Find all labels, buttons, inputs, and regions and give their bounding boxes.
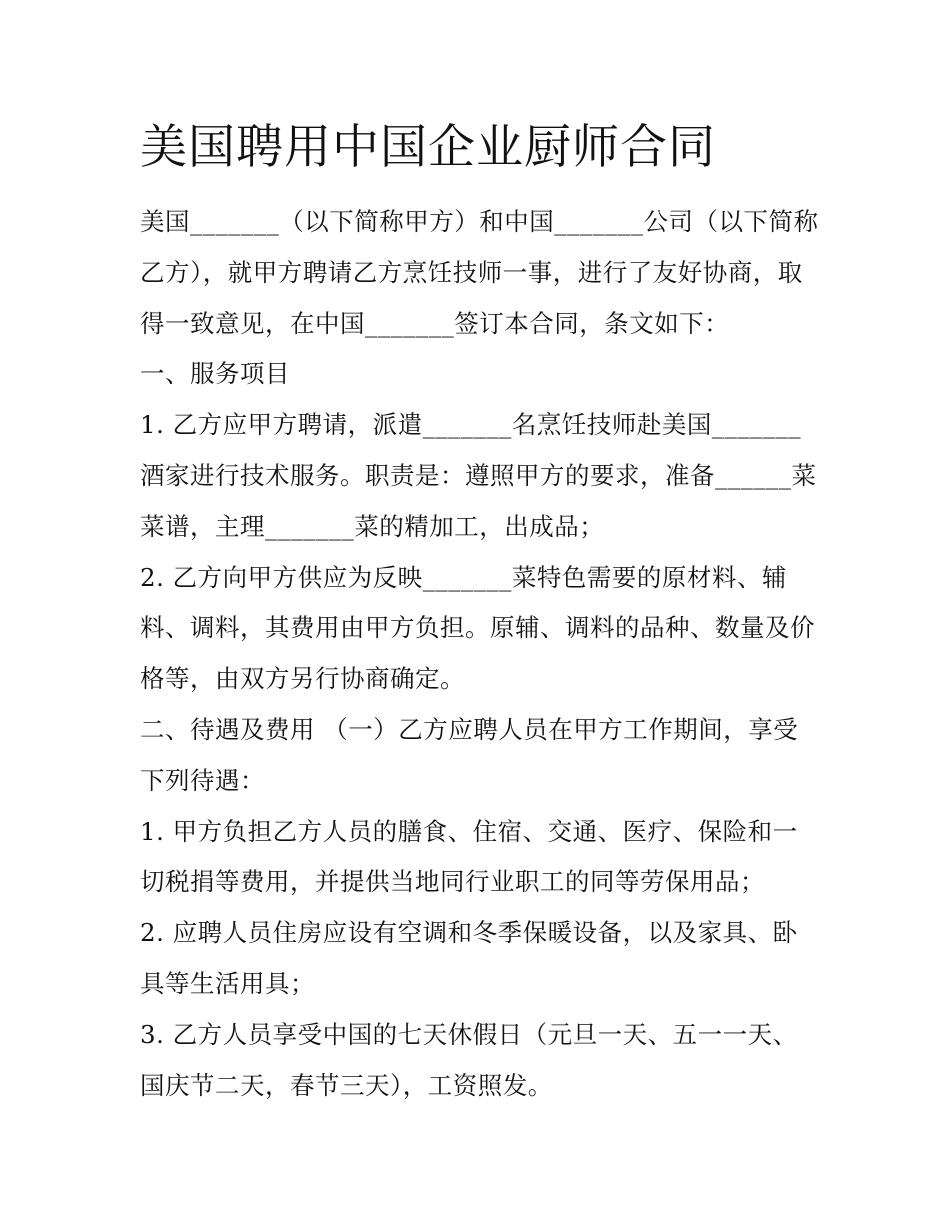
text-line: 酒家进行技术服务。职责是：遵照甲方的要求，准备______菜 — [140, 460, 817, 490]
text-line: 料、调料，其费用由甲方负担。原辅、调料的品种、数量及价 — [140, 613, 815, 643]
contract-body — [140, 202, 830, 1116]
text-line: 1. 乙方应甲方聘请，派遣_______名烹饪技师赴美国_______ — [140, 410, 802, 440]
text-line: 美国_______（以下简称甲方）和中国_______公司（以下简称 — [140, 207, 819, 236]
text-line: 菜谱，主理_______菜的精加工，出成品； — [140, 511, 605, 541]
text-line: 国庆节二天，春节三天），工资照发。 — [140, 1070, 553, 1100]
text-line: 下列待遇： — [140, 765, 265, 795]
text-line: 2. 应聘人员住房应设有空调和冬季保暖设备，以及家具、卧 — [140, 918, 798, 948]
text-line: 格等，由双方另行协商确定。 — [140, 664, 465, 694]
text-line: 3. 乙方人员享受中国的七天休假日（元旦一天、五一一天、 — [140, 1019, 798, 1049]
text-line: 具等生活用具； — [140, 968, 315, 998]
section-heading: 一、服务项目 — [140, 359, 290, 389]
section-heading: 二、待遇及费用 （一）乙方应聘人员在甲方工作期间，享受 — [140, 714, 799, 744]
text-line: 2. 乙方向甲方供应为反映_______菜特色需要的原材料、辅 — [140, 562, 787, 592]
text-line: 1. 甲方负担乙方人员的膳食、住宿、交通、医疗、保险和一 — [140, 816, 798, 846]
document-title: 美国聘用中国企业厨师合同 — [140, 120, 716, 175]
text-line: 切税捐等费用，并提供当地同行业职工的同等劳保用品； — [140, 867, 765, 897]
text-line: 得一致意见，在中国_______签订本合同，条文如下： — [140, 308, 730, 338]
text-line: 乙方），就甲方聘请乙方烹饪技师一事，进行了友好协商，取 — [140, 257, 803, 287]
